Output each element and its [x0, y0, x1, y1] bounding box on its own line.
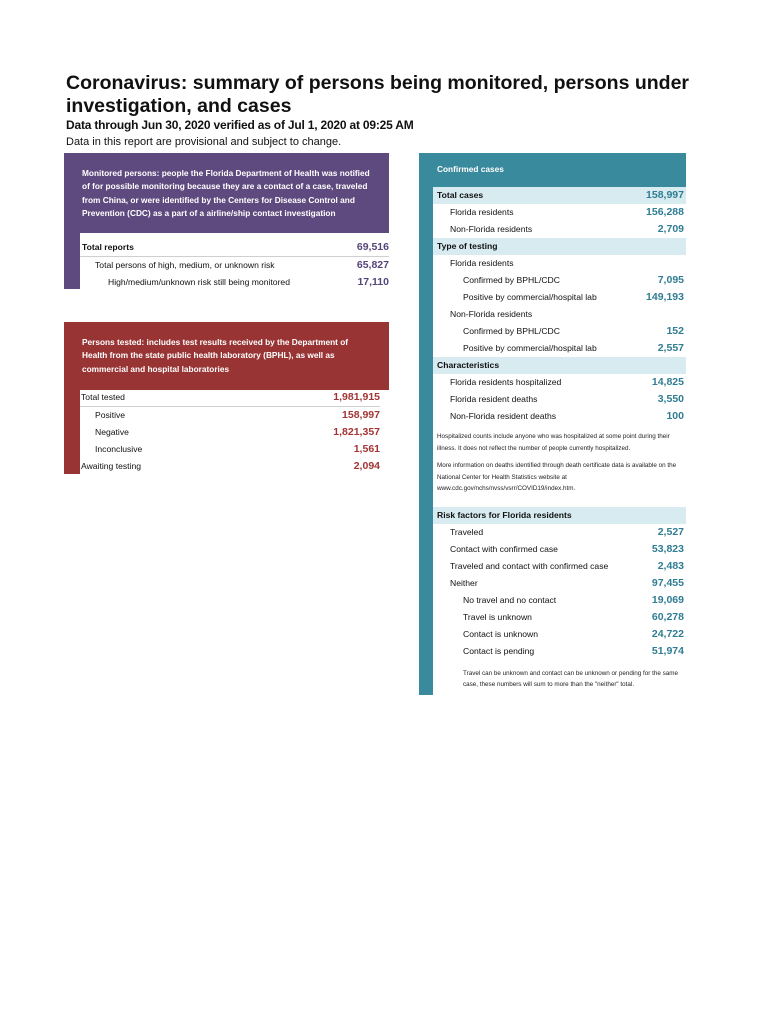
- row-label: Confirmed by BPHL/CDC: [463, 275, 560, 285]
- row-value: 51,974: [651, 644, 684, 657]
- table-row: [433, 306, 686, 323]
- monitored-accent-bar: [64, 233, 80, 289]
- row-value: 2,709: [657, 223, 684, 235]
- provisional-note: Data in this report are provisional and subject to change.: [66, 136, 342, 148]
- row-value: 69,516: [356, 241, 389, 253]
- table-row: [433, 374, 686, 391]
- section-type-of-testing: [433, 238, 686, 255]
- table-row: [80, 407, 380, 424]
- row-value: 2,094: [353, 460, 380, 472]
- row-label: Traveled and contact with confirmed case: [450, 560, 609, 571]
- row-value: 17,110: [357, 276, 389, 288]
- table-row: [433, 272, 686, 289]
- row-label: Contact with confirmed case: [450, 543, 558, 554]
- row-label: Positive by commercial/hospital lab: [463, 343, 597, 353]
- hospitalized-footnote: Hospitalized counts include anyone who was hospitalized at some point during their illness. It does not reflect the number of people currently hospitalized.: [437, 433, 670, 452]
- table-row: [433, 575, 686, 592]
- row-value: 156,288: [646, 206, 684, 218]
- row-label: Traveled: [450, 526, 484, 537]
- row-label: Positive by commercial/hospital lab: [463, 292, 597, 302]
- table-row: [433, 289, 686, 306]
- section-characteristics: [433, 357, 686, 374]
- row-label: Positive: [95, 410, 126, 420]
- tested-heading: Persons tested: includes test results received by the Department of Health from the state public health laboratory (BPHL), as well as commercial and hospital laboratories: [64, 322, 389, 390]
- row-value: 2,527: [657, 525, 684, 538]
- row-value: 24,722: [651, 627, 684, 640]
- row-value: 1,821,357: [333, 426, 380, 438]
- row-label: Florida residents: [450, 258, 514, 268]
- row-value: 2,483: [657, 559, 684, 572]
- confirmed-content: [433, 187, 686, 695]
- monitored-panel: [64, 153, 389, 289]
- table-row: [80, 257, 389, 274]
- row-label: Florida residents: [450, 207, 514, 217]
- row-label: Contact is pending: [463, 645, 535, 656]
- deaths-footnote: More information on deaths identified through death certificate data is available on the National Center for Health Statistics website at www.cdc.gov/nchs/nvss/vsrr/COVID19/index.htm.: [437, 462, 677, 492]
- table-row: [433, 204, 686, 221]
- table-row: [80, 274, 389, 291]
- table-row: [433, 643, 686, 660]
- row-label: Total persons of high, medium, or unknown risk: [95, 260, 275, 270]
- row-value: 19,069: [651, 593, 684, 606]
- table-row: [433, 558, 686, 575]
- table-row: [80, 424, 380, 441]
- table-row: [433, 255, 686, 272]
- monitored-table: [80, 239, 389, 291]
- row-value: 100: [666, 410, 684, 422]
- confirmed-table: [433, 187, 686, 691]
- row-label: Characteristics: [437, 360, 500, 370]
- row-label: Non-Florida resident deaths: [450, 411, 557, 421]
- row-label: Neither: [450, 577, 478, 588]
- row-value: 1,981,915: [333, 391, 380, 403]
- row-label: Risk factors for Florida residents: [437, 509, 572, 520]
- table-row: [433, 323, 686, 340]
- tested-table: [80, 389, 380, 475]
- row-label: Confirmed by BPHL/CDC: [463, 326, 560, 336]
- row-label: Awaiting testing: [81, 461, 142, 471]
- table-row: [80, 441, 380, 458]
- table-row: [433, 340, 686, 357]
- monitored-heading: Monitored persons: people the Florida Department of Health was notified of for possible monitoring because they are a contact of a case, traveled from China, or were identified by the Centers for Disease Control and Prevention (CDC) as a part of a airline/ship contact investigation: [64, 153, 389, 233]
- page-subtitle: Data through Jun 30, 2020 verified as of Jul 1, 2020 at 09:25 AM: [66, 118, 414, 132]
- row-value: 7,095: [657, 274, 684, 286]
- table-row: [433, 524, 686, 541]
- row-value: 158,997: [646, 189, 684, 201]
- row-label: Inconclusive: [95, 444, 143, 454]
- table-row-total-cases: [433, 187, 686, 204]
- row-value: 97,455: [651, 576, 684, 589]
- row-label: Contact is unknown: [463, 628, 538, 639]
- row-label: Total tested: [81, 392, 125, 402]
- row-value: 158,997: [342, 409, 380, 421]
- risk-footnote: Travel can be unknown and contact can be unknown or pending for the same case, these numbers will sum to more than the "neither" total.: [463, 669, 679, 688]
- row-value: 14,825: [651, 376, 684, 388]
- tested-accent-bar: [64, 390, 80, 474]
- table-row: [433, 408, 686, 425]
- table-row: [433, 541, 686, 558]
- row-label: Non-Florida residents: [450, 309, 533, 319]
- row-value: 2,557: [657, 342, 684, 354]
- row-value: 65,827: [356, 259, 389, 271]
- row-label: High/medium/unknown risk still being monitored: [108, 277, 290, 287]
- row-label: No travel and no contact: [463, 594, 557, 605]
- table-row: [80, 239, 389, 257]
- row-value: 1,561: [353, 443, 380, 455]
- table-row: [433, 391, 686, 408]
- row-value: 53,823: [651, 542, 684, 555]
- row-label: Total reports: [82, 242, 134, 252]
- row-label: Florida residents hospitalized: [450, 377, 562, 387]
- row-label: Non-Florida residents: [450, 224, 533, 234]
- row-label: Travel is unknown: [463, 611, 532, 622]
- tested-panel: [64, 322, 389, 474]
- row-label: Total cases: [437, 190, 484, 200]
- row-label: Florida resident deaths: [450, 394, 538, 404]
- row-value: 60,278: [651, 610, 684, 623]
- table-row: [433, 592, 686, 609]
- table-row: [433, 609, 686, 626]
- row-value: 149,193: [646, 291, 684, 303]
- confirmed-heading: Confirmed cases: [437, 164, 504, 174]
- confirmed-panel: [419, 153, 686, 695]
- row-label: Negative: [95, 427, 129, 437]
- row-label: Type of testing: [437, 241, 498, 251]
- table-row: [433, 626, 686, 643]
- row-value: 3,550: [657, 393, 684, 405]
- row-value: 152: [666, 325, 684, 337]
- page-title: Coronavirus: summary of persons being monitored, persons under investigation, and cases: [66, 72, 690, 117]
- table-row: [80, 458, 380, 475]
- table-row: [80, 389, 380, 407]
- table-row: [433, 221, 686, 238]
- section-risk-factors: [433, 507, 686, 524]
